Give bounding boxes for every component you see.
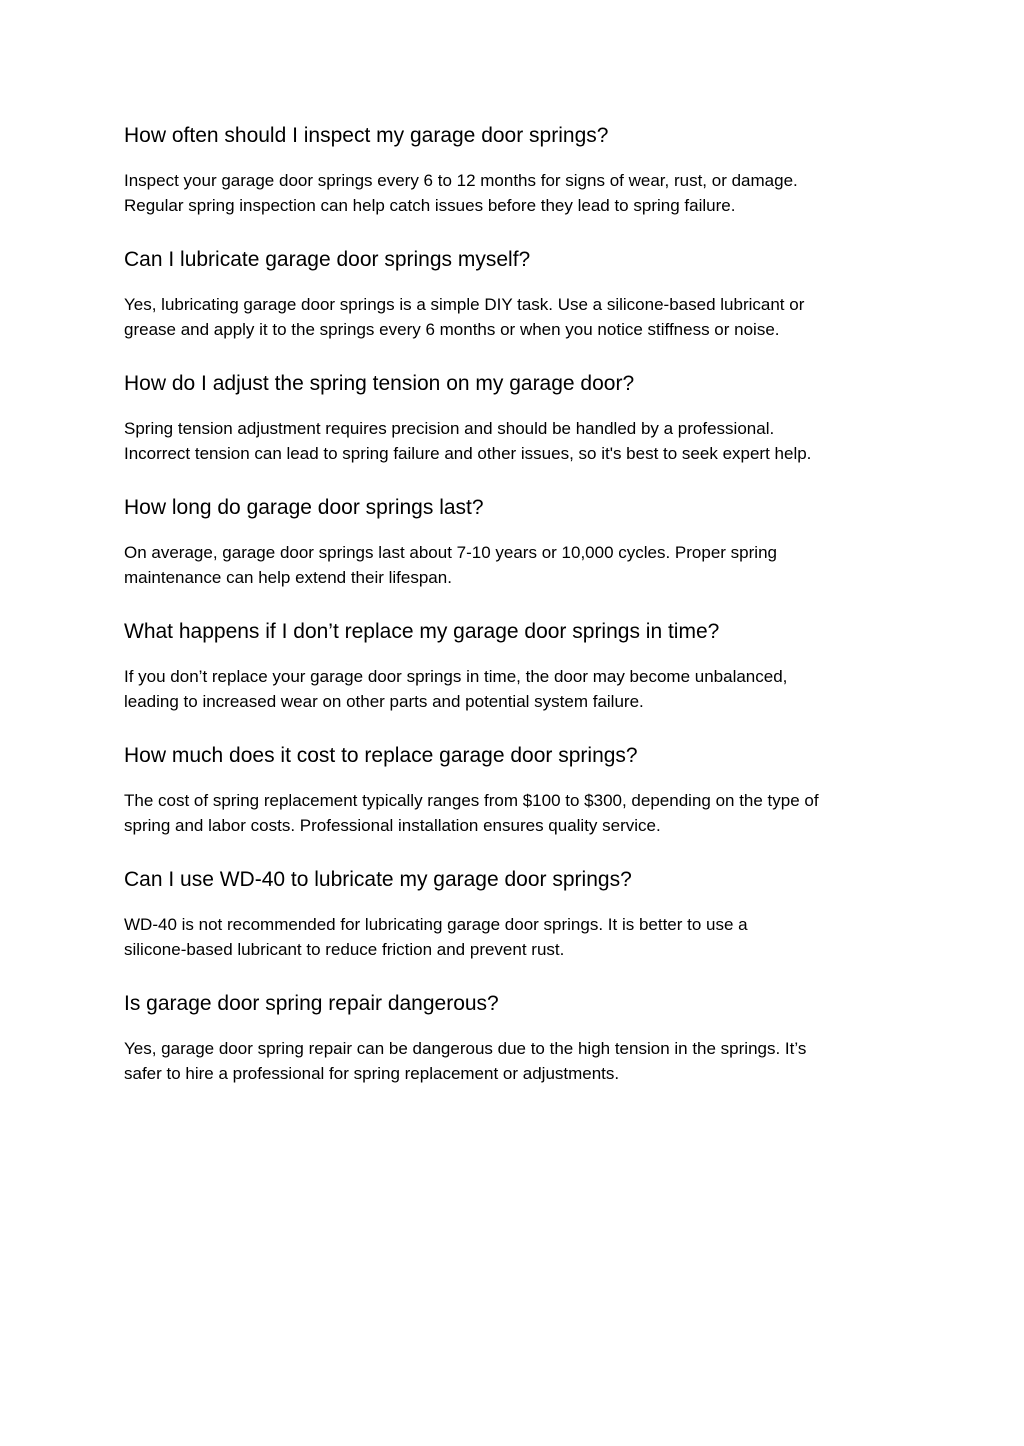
faq-question: How long do garage door springs last? (124, 496, 484, 519)
faq-question: What happens if I don’t replace my garage door springs in time? (124, 620, 720, 643)
faq-item-repair-danger (124, 988, 924, 1086)
faq-answer: If you don’t replace your garage door springs in time, the door may become unbalanced, leading to increased wear on other parts and potential system failure. (124, 667, 788, 711)
faq-answer: WD-40 is not recommended for lubricating garage door springs. It is better to use a silicone-based lubricant to reduce friction and prevent rust. (124, 915, 748, 959)
faq-item-spring-lifespan (124, 492, 924, 590)
faq-item-inspect-frequency (124, 120, 924, 218)
faq-question: Is garage door spring repair dangerous? (124, 992, 499, 1015)
faq-question: Can I lubricate garage door springs myself? (124, 248, 531, 271)
faq-answer: Inspect your garage door springs every 6 to 12 months for signs of wear, rust, or damage. Regular spring inspection can help catch issues before they lead to spring failure. (124, 171, 798, 215)
faq-item-adjust-tension (124, 368, 924, 466)
faq-item-late-replacement (124, 616, 924, 714)
faq-answer: Yes, garage door spring repair can be dangerous due to the high tension in the springs. It’s safer to hire a professional for spring replacement or adjustments. (124, 1039, 807, 1083)
faq-item-lubricate-self (124, 244, 924, 342)
faq-answer: On average, garage door springs last about 7-10 years or 10,000 cycles. Proper spring maintenance can help extend their lifespan. (124, 543, 777, 587)
faq-question: How much does it cost to replace garage door springs? (124, 744, 638, 767)
faq-answer: The cost of spring replacement typically ranges from $100 to $300, depending on the type of spring and labor costs. Professional installation ensures quality service. (124, 791, 819, 835)
faq-answer: Yes, lubricating garage door springs is a simple DIY task. Use a silicone-based lubricant or grease and apply it to the springs every 6 months or when you notice stiffness or noise. (124, 295, 805, 339)
faq-item-wd40 (124, 864, 924, 962)
faq-question: Can I use WD-40 to lubricate my garage door springs? (124, 868, 632, 891)
faq-question: How do I adjust the spring tension on my garage door? (124, 372, 635, 395)
faq-document (124, 120, 924, 1086)
faq-item-replacement-cost (124, 740, 924, 838)
faq-question: How often should I inspect my garage door springs? (124, 124, 609, 147)
faq-answer: Spring tension adjustment requires precision and should be handled by a professional. Incorrect tension can lead to spring failure and other issues, so it's best to seek expert help. (124, 419, 812, 463)
